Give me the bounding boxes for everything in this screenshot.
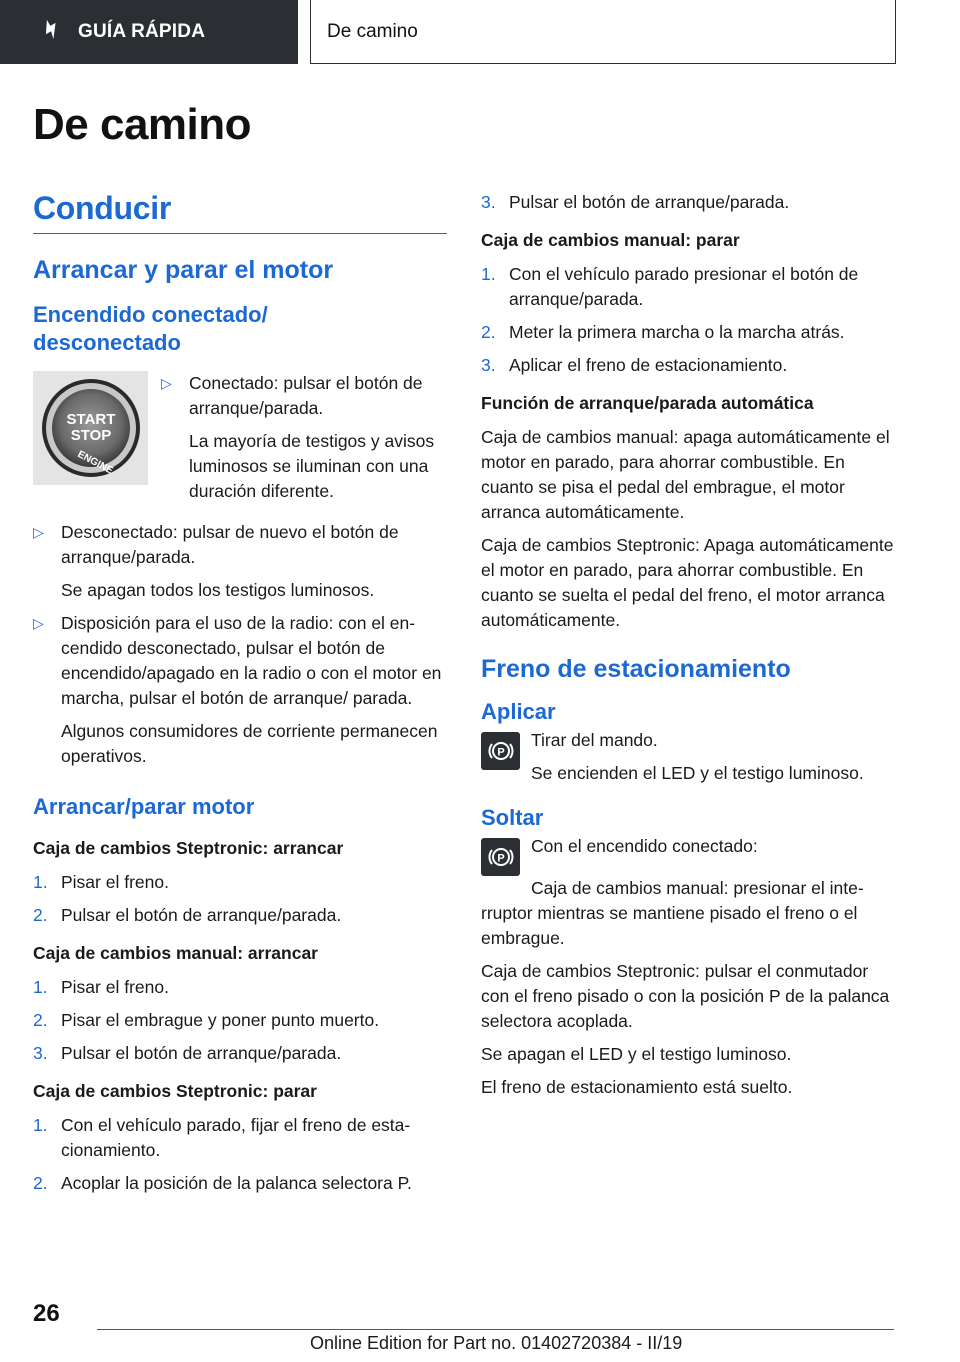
- list-item: 2. Meter la primera marcha o la marcha atrás.: [481, 321, 845, 342]
- list-item: 2. Pulsar el botón de arranque/parada.: [33, 905, 342, 926]
- aplicar-section: [481, 728, 895, 786]
- steptronic-stop-steps: [33, 1113, 447, 1196]
- heading-steptronic-start: Caja de cambios Steptronic: arrancar: [33, 838, 344, 859]
- list-item: 1. Pisar el freno.: [33, 976, 169, 997]
- steptronic-stop-steps-continued: [481, 190, 895, 215]
- footer-divider: [97, 1329, 894, 1330]
- auto-paragraph-manual: Caja de cambios manual: apaga automáticamente el motor en parado, para ahorrar combustible. En cuanto se pisa el pedal del embrague, el motor arranca automáticamente.: [481, 426, 890, 522]
- heading-freno-estacionamiento: Freno de estacionamiento: [481, 654, 791, 683]
- svg-text:P: P: [496, 746, 505, 759]
- triangle-bullet-icon: ▷: [33, 524, 44, 541]
- heading-manual-start: Caja de cambios manual: arrancar: [33, 943, 318, 964]
- manual-start-steps: [33, 975, 447, 1066]
- heading-manual-stop: Caja de cambios manual: parar: [481, 230, 740, 250]
- list-item: 1. Con el vehículo parado, fijar el freno de estacionamiento.: [33, 1114, 411, 1160]
- svg-text:STOP: STOP: [70, 427, 111, 445]
- soltar-paragraph-led: Se apagan el LED y el testigo luminoso.: [481, 1043, 792, 1064]
- header-section-title: [310, 0, 896, 64]
- header-section-title-text: De camino: [327, 20, 418, 42]
- list-item: ▷ Disposición para el uso de la radio: con el encendido desconectado, pulsar el botón de encendido/apagado en la radio o con el motor en marcha, pulsar el botón de arranque/ parada. Algunos consumidores de corriente permanecen operativos.: [33, 613, 442, 767]
- svg-text:ENGINE: ENGINE: [75, 449, 115, 477]
- list-item: 3. Aplicar el freno de estacionamiento.: [481, 354, 788, 375]
- triangle-bullet-icon: ▷: [33, 615, 44, 632]
- right-column: [481, 190, 895, 1108]
- list-item: 3. Pulsar el botón de arranque/parada.: [33, 1042, 342, 1063]
- heading-soltar: Soltar: [481, 804, 544, 830]
- manual-stop-steps: [481, 262, 895, 378]
- auto-paragraph-steptronic: Caja de cambios Steptronic: Apaga automáticamente el motor en parado, para ahorrar combustible. En cuanto se suelta el pedal del freno, el motor arranca automáticamente.: [481, 534, 894, 630]
- list-item: 2. Acoplar la posición de la palanca selectora P.: [33, 1172, 412, 1193]
- start-button-section: [33, 371, 447, 512]
- page-number: 26: [33, 1300, 60, 1327]
- list-item: 1. Con el vehículo parado presionar el botón de arranque/parada.: [481, 263, 859, 309]
- soltar-paragraph-manual: Caja de cambios manual: presionar el interruptor mientras se mantiene pisado el freno o el embrague.: [481, 877, 864, 948]
- steptronic-start-steps: [33, 870, 447, 928]
- soltar-section: [481, 834, 895, 876]
- ignition-bullet-list: [33, 520, 447, 769]
- start-bullet-list: [161, 371, 447, 512]
- list-item: ▷ Desconectado: pulsar de nuevo el botón de arranque/parada. Se apagan todos los testigos luminosos.: [33, 522, 399, 601]
- list-item: 3. Pulsar el botón de arranque/parada.: [481, 192, 790, 212]
- header-tab-quick-guide[interactable]: [0, 0, 298, 64]
- heading-steptronic-stop: Caja de cambios Steptronic: parar: [33, 1080, 317, 1101]
- quick-guide-bolt-icon: [40, 18, 66, 46]
- triangle-bullet-icon: ▷: [161, 375, 172, 392]
- heading-auto-start-stop: Función de arranque/parada automática: [481, 392, 814, 413]
- left-column: [33, 190, 447, 1210]
- soltar-paragraph-released: El freno de estacionamiento está suelto.: [481, 1076, 793, 1097]
- header-tab-label: GUÍA RÁPIDA: [78, 21, 206, 42]
- parking-brake-icon: [481, 838, 520, 876]
- list-item: 1. Pisar el freno.: [33, 872, 169, 893]
- start-stop-button-icon: [33, 371, 148, 485]
- soltar-intro: Con el encendido conectado:: [531, 835, 758, 856]
- heading-aplicar: Aplicar: [481, 698, 556, 724]
- parking-brake-icon: [481, 732, 520, 770]
- svg-text:P: P: [496, 852, 505, 865]
- svg-text:START: START: [66, 411, 115, 429]
- heading-arrancar-parar: Arrancar y parar el motor: [33, 256, 334, 284]
- footer-edition: Online Edition for Part no. 01402720384 - II/19: [310, 1333, 683, 1353]
- heading-encendido: Encendido conectado/ desconectado: [33, 302, 268, 356]
- heading-conducir: Conducir: [33, 190, 447, 234]
- heading-arrancar-parar-motor: Arrancar/parar motor: [33, 794, 255, 820]
- list-item: 2. Pisar el embrague y poner punto muerto.: [33, 1009, 380, 1030]
- soltar-paragraph-steptronic: Caja de cambios Steptronic: pulsar el conmutador con el freno pisado o con la posición P de la palanca selectora acoplada.: [481, 960, 890, 1031]
- page-title: De camino: [33, 100, 252, 149]
- list-item: ▷ Conectado: pulsar el botón de arranque/parada. La mayoría de testigos y avisos luminosos se iluminan con una duración diferente.: [161, 373, 435, 502]
- aplicar-text: Tirar del mando. Se encienden el LED y el testigo luminoso.: [531, 729, 864, 783]
